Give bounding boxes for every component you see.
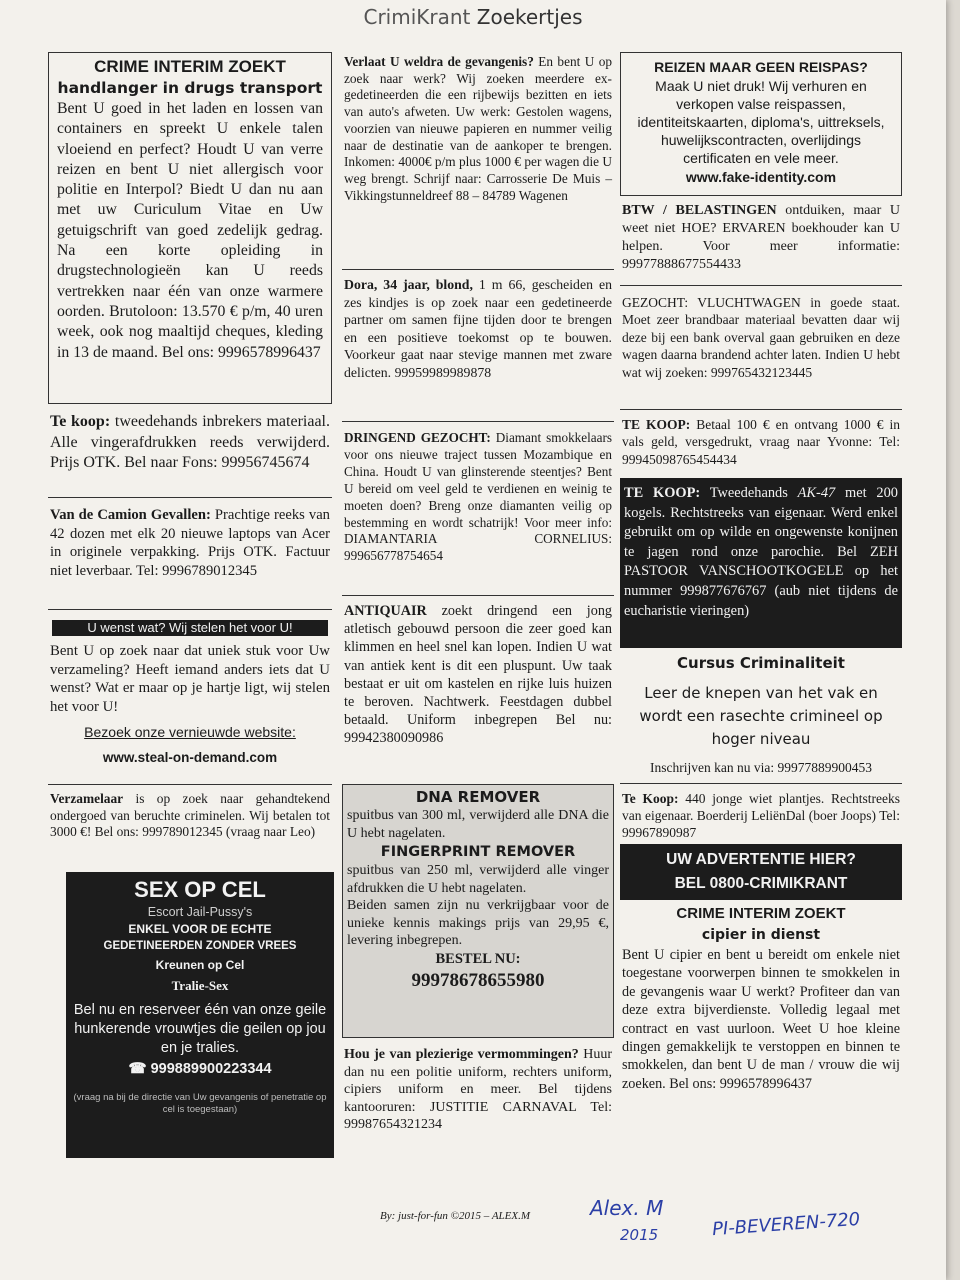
ad-website: www.fake-identity.com: [685, 169, 837, 185]
ad-btw: [620, 196, 902, 286]
ad-lead: TE KOOP:: [622, 417, 691, 432]
ad-body: Leer de knepen van het vak en wordt een rasechte crimineel op hoger niveau: [639, 684, 883, 748]
ad-body: Bel nu en reserveer één van onze geile hunkerende vrouwtjes die geilen op jou en je tralies.: [73, 1002, 327, 1056]
ad-body: GEZOCHT: VLUCHTWAGEN in goede staat. Moet zeer brandbaar materiaal bevatten daar wij deze bij een bank overval gaan gebruiken en deze wagen daarna brandend achter laten. Indien U hebt wat wij zoeken: 999765432123445: [622, 295, 900, 380]
ad-order-label: BESTEL NU:: [435, 950, 521, 967]
ad-vals-geld: [620, 410, 902, 478]
ad-lead: Van de Camion Gevallen:: [50, 507, 211, 523]
ad-body: spuitbus van 300 ml, verwijderd alle DNA die U hebt nagelaten.: [347, 808, 609, 841]
ad-title: CRIME INTERIM ZOEKT: [676, 905, 846, 922]
ad-lead: DRINGEND GEZOCHT:: [344, 430, 491, 445]
ad-lead: Te koop:: [50, 413, 111, 430]
ad-subtitle: cipier in dienst: [701, 927, 821, 943]
ad-body: Bent U op zoek naar dat uniek stuk voor Uw verzameling? Heeft iemand anders iets dat U wenst? Wat er maar op je hartje ligt, wij stelen het voor U!: [50, 643, 330, 716]
ad-crime-interim: [48, 52, 332, 404]
ad-body: TE KOOP: Tweedehands AK-47 met 200 kogels. Rechtstreeks van eigenaar. Werd enkel gebruikt om op wilde en ongewenste konijnen te jagen rond onze parochie. Bel ZEH PASTOOR VANSCHOOTKOGELE op het nummer 999877676767 (aub niet tijdens de eucharistie vieringen): [624, 485, 898, 619]
ad-item: AK-47: [797, 485, 836, 501]
ad-verlaat-gevangenis: [342, 52, 614, 270]
ad-title: SEX OP CEL: [134, 877, 266, 902]
ad-phone: 99978678655980: [411, 969, 545, 991]
ad-body: Van de Camion Gevallen: Prachtige reeks van 42 dozen met elk 20 nieuwe laptops van Acer in originele verpakking. Prijs OTK. Factuur niet leverbaar. Tel: 9996789012345: [50, 507, 330, 580]
ad-body: Hou je van plezierige vermommingen? Huur dan nu een politie uniform, rechters uniform, cipiers uniform en meer. Bel tijdens kantooruren: JUSTITIE CARNAVAL Tel: 99987654321234: [344, 1047, 612, 1133]
masthead: [0, 0, 946, 34]
ad-body: Beiden samen zijn nu verkrijgbaar voor de unieke kennis makings prijs van 29,95 €, levering inbegrepen.: [347, 898, 609, 948]
ad-website: www.steal-on-demand.com: [102, 749, 278, 765]
ad-title: DNA REMOVER: [415, 788, 541, 806]
ad-body: Verlaat U weldra de gevangenis? En bent U op zoek naar werk? Wij zoeken meerdere ex-gedetineerden die een rijbewijs bezitten en iets van auto's afweten. Uw werk: Gestolen wagens, voorzien van nieuwe papieren en nummer veilig naar de destinatie van de aankoper te brengen. Inkomen: 4000€ p/m plus 1000 € per wagen die U weg brengt. Schrijf naar: Carrosserie De Muis – Vikkingstunneldreef 88 – 84789 Wagenen: [344, 54, 612, 203]
ad-line: Tralie-Sex: [171, 978, 229, 993]
ad-reizen: [620, 52, 902, 196]
ad-body: Maak U niet druk! Wij verhuren en verkopen valse reispassen, identiteitskaarten, diploma's, uittreksels, huwelijkscontracten, overlijdings certificaten en vele meer.: [637, 78, 885, 166]
ad-body: spuitbus van 250 ml, verwijderd alle vinger afdrukken die U hebt nagelaten.: [347, 863, 609, 896]
ad-vluchtwagen: [620, 286, 902, 410]
ad-cipier: [620, 900, 902, 1146]
ad-signup: Inschrijven kan nu via: 99977889900453: [650, 760, 872, 775]
ad-note: (vraag na bij de directie van Uw gevangenis of penetratie op cel is toegestaan): [73, 1092, 327, 1115]
ad-body: DRINGEND GEZOCHT: Diamant smokkelaars voor ons nieuwe traject tussen Mozambique en China. Houdt U van glinsterende steentjes? Bent U bereid om veel geld te verdienen en weinig te moeten doen? Breng onze diamanten veilig op bestemming en wordt schatrijk! Voor meer info: DIAMANTARIA CORNELIUS: 999656778754654: [344, 430, 612, 564]
ad-title: Cursus Criminaliteit: [677, 654, 845, 672]
ad-body: TE KOOP: Betaal 100 € en ontvang 1000 € in vals geld, versgedrukt, vraag naar Yvonne: Tel: 99945098765454434: [622, 417, 901, 467]
ad-lead: ANTIQUAIR: [344, 603, 427, 619]
ad-lead: Verlaat U weldra de gevangenis?: [344, 54, 534, 69]
ad-advertentie: [620, 844, 902, 900]
handwritten-note: PI-BEVEREN-720: [711, 1208, 861, 1241]
ad-lead: Hou je van plezierige vermommingen?: [344, 1047, 579, 1062]
ad-body: Bent U cipier en bent u bereidt om enkele niet toegestane voorwerpen binnen te smokkelen in de gevangenis waar U werkt? Profiteer dan van deze extra bijverdienste. Volledig legaal met contract en vast uurloon. Weet U hoe kleine dingen gemakkelijk te verstoppen en binnen te smokkelen, dan bent U de man / vrouw die wij zoeken. Bel ons: 9996578996437: [622, 947, 900, 1092]
ad-vermommingen: [342, 1044, 614, 1162]
ad-sex-op-cel: [66, 872, 334, 1158]
ad-subtitle: handlanger in drugs transport: [57, 79, 323, 97]
ad-body: ANTIQUAIR zoekt dringend een jong atletisch gebouwd persoon die zeer goed kan klimmen en heel snel kan lopen. Indien U wat van antiek kent is dit een pluspunt. Uw taak bestaat er uit om kastelen en rijke luis huizen te beroven. Nachtwerk. Feestdagen dubbel betaald. Uniform inbegrepen Bel nu: 99942380090986: [344, 603, 613, 747]
ad-line: GEDETINEERDEN ZONDER VREES: [103, 940, 297, 952]
ad-dna-remover: [342, 784, 614, 1038]
ad-wiet: [620, 784, 902, 844]
ad-dringend-gezocht: [342, 422, 614, 596]
handwritten-signature: Alex. M: [590, 1196, 664, 1220]
footer-credit: By: just-for-fun ©2015 – ALEX.M: [380, 1210, 531, 1222]
masthead-brand: CrimiKrant: [363, 5, 471, 29]
ad-body: Verzamelaar is op zoek naar gehandtekend ondergoed van beruchte criminelen. Wij betalen tot 3000 €! Bel ons: 999789012345 (vraag naar Leo): [50, 791, 330, 840]
ad-banner: U wenst wat? Wij stelen het voor U!: [52, 620, 328, 636]
column-middle: [342, 52, 614, 1162]
ad-steal-on-demand: [48, 610, 332, 784]
ad-cursus: [620, 648, 902, 784]
ad-dora: [342, 270, 614, 422]
column-right: [620, 52, 902, 1146]
ad-lead: Te Koop:: [622, 791, 679, 806]
ad-lead: Verzamelaar: [50, 791, 124, 806]
ad-line: ENKEL VOOR DE ECHTE: [128, 922, 272, 936]
ad-lead: BTW / BELASTINGEN: [622, 203, 777, 218]
ad-lead: Dora, 34 jaar, blond,: [344, 277, 473, 292]
ad-visit-label: Bezoek onze vernieuwde website:: [84, 723, 296, 740]
ad-te-koop-inbrekers: [48, 408, 332, 498]
ad-title: CRIME INTERIM ZOEKT: [94, 57, 286, 76]
ad-title: FINGERPRINT REMOVER: [380, 844, 576, 860]
handwritten-year: 2015: [620, 1226, 659, 1244]
ad-ak47: [620, 478, 902, 648]
ad-line: UW ADVERTENTIE HIER?: [666, 851, 856, 868]
column-left: [48, 52, 332, 1158]
phone-icon: ☎: [128, 1061, 147, 1077]
ad-phone: ☎ 999889900223344: [128, 1061, 272, 1077]
ad-body: BTW / BELASTINGEN ontduiken, maar U weet niet HOE? ERVAREN boekhouder kan U helpen. Voor meer informatie: 99977888677554433: [622, 203, 900, 272]
ad-line: Kreunen op Cel: [155, 958, 245, 972]
ad-line: BEL 0800-CRIMIKRANT: [674, 875, 848, 892]
ad-body: Bent U goed in het laden en lossen van containers en spreekt U enkele talen vloeiend en perfect? Houdt U van verre reizen en bent U niet allergisch voor politie en Interpol? Biedt U dan nu aan met uw Curiculum Vitae en Uw getuigschrift van goed zedelijk gedrag. Na een korte opleiding in drugstechnologieën kan U reeds vertrekken naar één van onze warmere oorden. Brutoloon: 13.570 € p/m, 40 uren week, ook nog maaltijd cheques, kleding in 13 de maand. Bel ons: 9996578996437: [57, 100, 323, 361]
ad-title: REIZEN MAAR GEEN REISPAS?: [654, 59, 868, 75]
ad-verzamelaar: [48, 784, 332, 868]
ad-lead: TE KOOP:: [624, 485, 701, 501]
ad-body: Te koop: tweedehands inbrekers materiaal. Alle vingerafdrukken reeds verwijderd. Prijs OTK. Bel naar Fons: 99956745674: [50, 413, 330, 471]
ad-antiquair: [342, 596, 614, 784]
masthead-section: Zoekertjes: [476, 5, 583, 29]
ad-body: Te Koop: 440 jonge wiet plantjes. Rechtstreeks van eigenaar. Boerderij LeliënDal (boer Joops) Tel: 99967890987: [622, 791, 900, 841]
ad-line: Escort Jail-Pussy's: [147, 905, 253, 919]
ad-camion: [48, 498, 332, 610]
ad-body: Dora, 34 jaar, blond, 1 m 66, gescheiden en zes kindjes is op zoek naar een gedetineerde partner om samen fijne tijden door te brengen en een positieve toekomst op te bouwen. Voorkeur gaat naar stevige mannen met zware delicten. 99959989989878: [344, 277, 612, 380]
